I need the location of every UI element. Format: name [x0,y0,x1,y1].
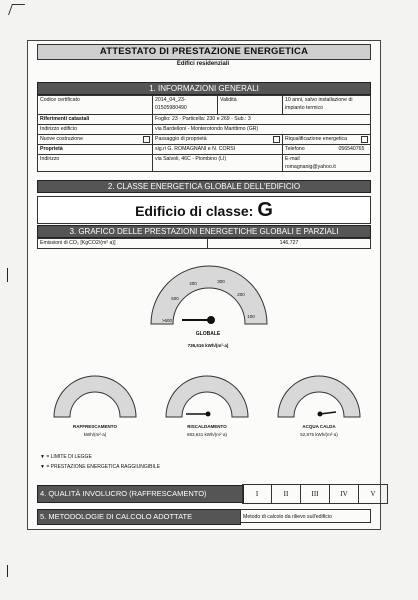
emissioni-label: Emissioni di CO₂ [KgCO2/(m² a)] [38,239,208,249]
target-marker-icon: ▼ [40,464,45,470]
global-tick-400: 400 [189,281,197,286]
nuove-costruzione-label: Nuove costruzione [40,136,83,142]
section-4-header: 4. QUALITÀ INVOLUCRO (RAFFRESCAMENTO) [37,485,244,503]
rif-catastali-label: Riferimenti catastali [38,115,153,125]
rif-catastali-value: Foglio: 23 - Particella: 230 e 269 - Sub.: 3 [153,115,371,125]
riqualificazione-checkbox[interactable] [361,136,368,143]
global-value: 736,516 kWh/(m²·a) [187,343,229,348]
heating-value: 683,641 kWh/(m²·a) [186,432,227,437]
quality-class-4: IV [330,485,359,504]
passaggio-proprieta-checkbox[interactable] [273,136,280,143]
cooling-gauge [50,372,140,422]
hot-water-gauge-arc [278,376,360,417]
codice-value: 2014_04_23-01505980490 [153,96,218,115]
calculation-method: Metodo di calcolo da rilievo sull'edificio [240,509,371,523]
cooling-gauge-arc [54,376,136,417]
global-tick-500: 500 [171,296,179,301]
hot-water-gauge-hub [318,412,323,417]
hot-water-gauge [274,372,364,422]
heating-gauge-arc [166,376,248,417]
passaggio-proprieta-label: Passaggio di proprietà [155,136,207,142]
proprieta-value: sig.ri G. ROMAGNANI e N. CORSI [153,145,283,155]
codice-label: Codice certificato [38,96,153,115]
heating-gauge [162,372,252,422]
email-value: romagnanig@yahoo.it [285,164,336,170]
telefono-label: Telefono [285,146,305,152]
punch-mark-top [7,268,8,282]
indirizzo-edificio-label: Indirizzo edificio [38,125,153,135]
indirizzo-proprieta-label: Indirizzo [38,155,153,172]
section-2-header: 2. CLASSE ENERGETICA GLOBALE DELL'EDIFICIO [37,180,371,193]
hot-water-value: 52,875 kWh/(m²·a) [300,432,338,437]
emissions-row [37,238,371,249]
energy-class-text: Edificio di classe: [135,203,254,219]
emissioni-value: 146,727 [208,239,371,249]
indirizzo-edificio-value: via Bardelloni - Monterotondo Marittimo (GR) [153,125,371,135]
global-tick-200: 200 [237,292,245,297]
heating-gauge-hub [206,412,211,417]
envelope-quality-scale [242,484,388,504]
telefono-value: 056540765 [338,146,365,152]
global-tick-100: 100 [247,314,255,319]
riqualificazione-cell [283,135,371,145]
section-3-header: 3. GRAFICO DELLE PRESTAZIONI ENERGETICHE GLOBALI E PARZIALI [37,225,371,238]
riqualificazione-label: Riqualificazione energetica [285,136,347,142]
limit-marker-icon: ▼ [40,454,45,460]
quality-class-5: V [359,485,388,504]
nuove-costruzione-cell [38,135,153,145]
indirizzo-proprieta-value: via Salvoli, 46C - Piombino (LI) [153,155,283,172]
validita-value: 10 anni, salvo installazione di impianto termico [283,96,371,115]
global-tick-600: >600 [161,318,173,323]
quality-class-2: II [272,485,301,504]
general-info-table [37,95,371,172]
global-tick-300: 300 [217,279,225,284]
certificate-subtitle: Edifici residenziali [176,61,230,67]
punch-mark-bottom [7,565,8,577]
legend-limite-text: = LIMITE DI LEGGE [46,454,92,460]
legend-limite [40,454,92,460]
section-5-header: 5. METODOLOGIE DI CALCOLO ADOTTATE [37,509,241,525]
nuove-costruzione-checkbox[interactable] [143,136,150,143]
global-gauge [145,258,273,330]
email-label: E-mail [285,156,300,162]
cooling-label: RAFFRESCAMENTO [73,424,117,429]
proprieta-label: Proprietà [38,145,153,155]
quality-class-3: III [301,485,330,504]
cooling-value: kWh/(m²·a) [83,432,107,437]
email-cell [283,155,371,172]
global-label: GLOBALE [195,331,221,337]
validita-label: Validità [218,96,283,115]
certificate-title: ATTESTATO DI PRESTAZIONE ENERGETICA [37,44,371,60]
energy-class-box [37,196,371,224]
quality-class-1: I [243,485,272,504]
global-gauge-hub [207,316,215,324]
scan-corner-mark [8,4,25,15]
passaggio-proprieta-cell [153,135,283,145]
legend-prestazione-text: = PRESTAZIONE ENERGETICA RAGGIUNGIBILE [46,464,161,470]
section-1-header: 1. INFORMAZIONI GENERALI [37,82,371,95]
legend-prestazione [40,464,160,470]
heating-label: RISCALDAMENTO [187,424,227,429]
telefono-cell [283,145,371,155]
hot-water-label: ACQUA CALDA [302,424,336,429]
energy-class-letter: G [257,199,273,221]
